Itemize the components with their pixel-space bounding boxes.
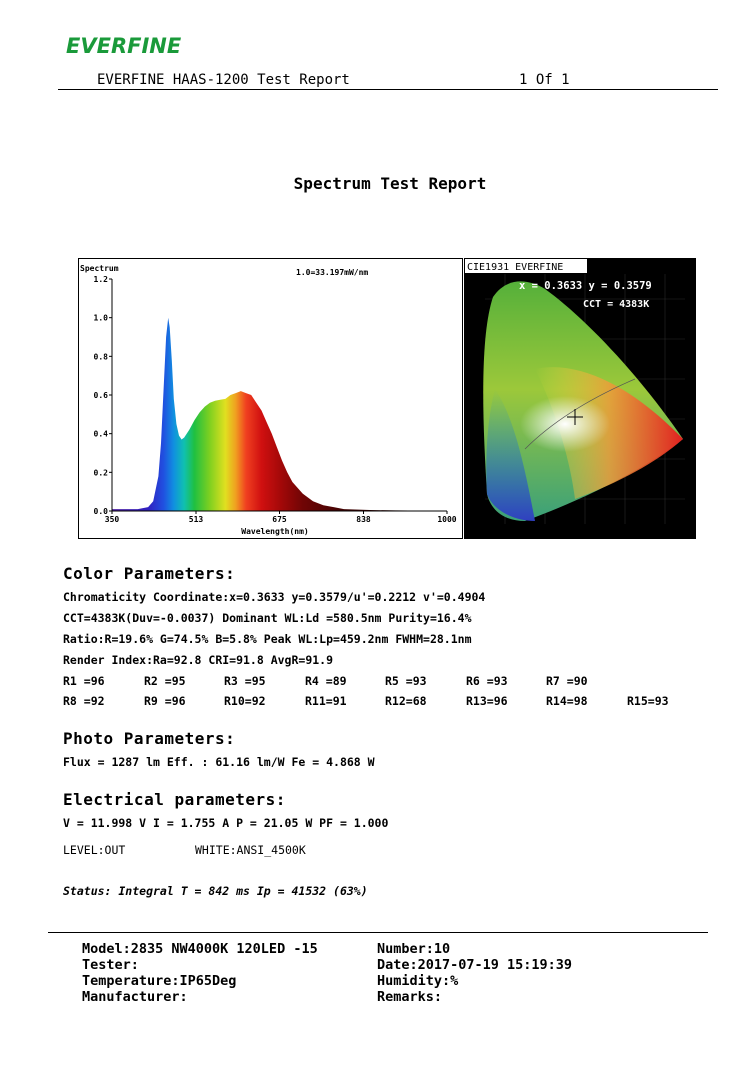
model-text: Model:2835 NW4000K 120LED -15 [82, 941, 318, 957]
cie-white-point [520, 396, 610, 452]
r-value: R6 =93 [466, 674, 508, 688]
remarks-text: Remarks: [377, 989, 443, 1005]
x-tick-label: 675 [272, 515, 287, 524]
r-value: R8 =92 [63, 694, 105, 708]
spectrum-scale-note: 1.0=33.197mW/nm [296, 268, 369, 277]
cie-title: CIE1931 EVERFINE [467, 262, 564, 273]
r-value: R1 =96 [63, 674, 105, 688]
x-tick-label: 513 [188, 515, 204, 524]
spectrum-chart [79, 259, 462, 538]
everfine-logo: EVERFINE [66, 34, 182, 58]
chromaticity-line: Chromaticity Coordinate:x=0.3633 y=0.3579/u'=0.2212 v'=0.4904 [63, 590, 486, 604]
y-tick-label: 0.6 [93, 391, 108, 400]
spectrum-corner-label: Spectrum [80, 264, 119, 273]
x-tick-label: 838 [356, 515, 371, 524]
spectrum-series-area [112, 318, 447, 511]
cie-coords: x = 0.3633 y = 0.3579 [519, 280, 652, 292]
y-tick-label: 1.0 [93, 313, 108, 323]
r-value: R15=93 [627, 694, 669, 708]
r-value: R14=98 [546, 694, 588, 708]
y-tick-label: 0.0 [93, 507, 108, 516]
r-value: R5 =93 [385, 674, 427, 688]
status-line: Status: Integral T = 842 ms Ip = 41532 (63%) [63, 884, 368, 898]
r-value: R4 =89 [305, 674, 347, 688]
r-value: R13=96 [466, 694, 508, 708]
photo-params-heading: Photo Parameters: [63, 729, 236, 748]
number-text: Number:10 [377, 941, 451, 957]
flux-line: Flux = 1287 lm Eff. : 61.16 lm/W Fe = 4.868 W [63, 755, 375, 769]
x-axis-label: Wavelength(nm) [241, 527, 309, 536]
doc-title: Spectrum Test Report [293, 174, 487, 193]
cie-cct: CCT = 4383K [583, 299, 650, 310]
r-value: R3 =95 [224, 674, 266, 688]
y-tick-label: 0.2 [93, 468, 108, 478]
tester-text: Tester: [82, 957, 139, 973]
r-value: R11=91 [305, 694, 347, 708]
humidity-text: Humidity:% [377, 973, 459, 989]
y-tick-label: 0.8 [93, 352, 108, 362]
level-text: LEVEL:OUT [63, 843, 126, 857]
manufacturer-text: Manufacturer: [82, 989, 188, 1005]
temperature-text: Temperature:IP65Deg [82, 973, 237, 989]
r-value: R7 =90 [546, 674, 588, 688]
cie-panel [464, 258, 696, 539]
y-tick-label: 1.2 [93, 275, 108, 284]
report-title: EVERFINE HAAS-1200 Test Report [97, 72, 350, 88]
page-number: 1 Of 1 [519, 72, 570, 88]
ratio-line: Ratio:R=19.6% G=74.5% B=5.8% Peak WL:Lp=459.2nm FWHM=28.1nm [63, 632, 472, 646]
r-value: R2 =95 [144, 674, 186, 688]
footer-rule [48, 932, 708, 933]
r-value: R10=92 [224, 694, 266, 708]
render-index-line: Render Index:Ra=92.8 CRI=91.8 AvgR=91.9 [63, 653, 334, 667]
header-rule [58, 89, 718, 90]
x-tick-label: 350 [104, 515, 120, 524]
electrical-params-heading: Electrical parameters: [63, 790, 286, 809]
cie-diagram [465, 259, 695, 538]
r-value: R12=68 [385, 694, 427, 708]
spectrum-panel [78, 258, 463, 539]
cct-line: CCT=4383K(Duv=-0.0037) Dominant WL:Ld =580.5nm Purity=16.4% [63, 611, 472, 625]
electrical-line: V = 11.998 V I = 1.755 A P = 21.05 W PF = 1.000 [63, 816, 389, 830]
color-params-heading: Color Parameters: [63, 564, 236, 583]
x-tick-label: 1000 [437, 515, 457, 524]
white-text: WHITE:ANSI_4500K [195, 843, 306, 857]
r-value: R9 =96 [144, 694, 186, 708]
date-text: Date:2017-07-19 15:19:39 [377, 957, 573, 973]
y-tick-label: 0.4 [93, 429, 108, 439]
